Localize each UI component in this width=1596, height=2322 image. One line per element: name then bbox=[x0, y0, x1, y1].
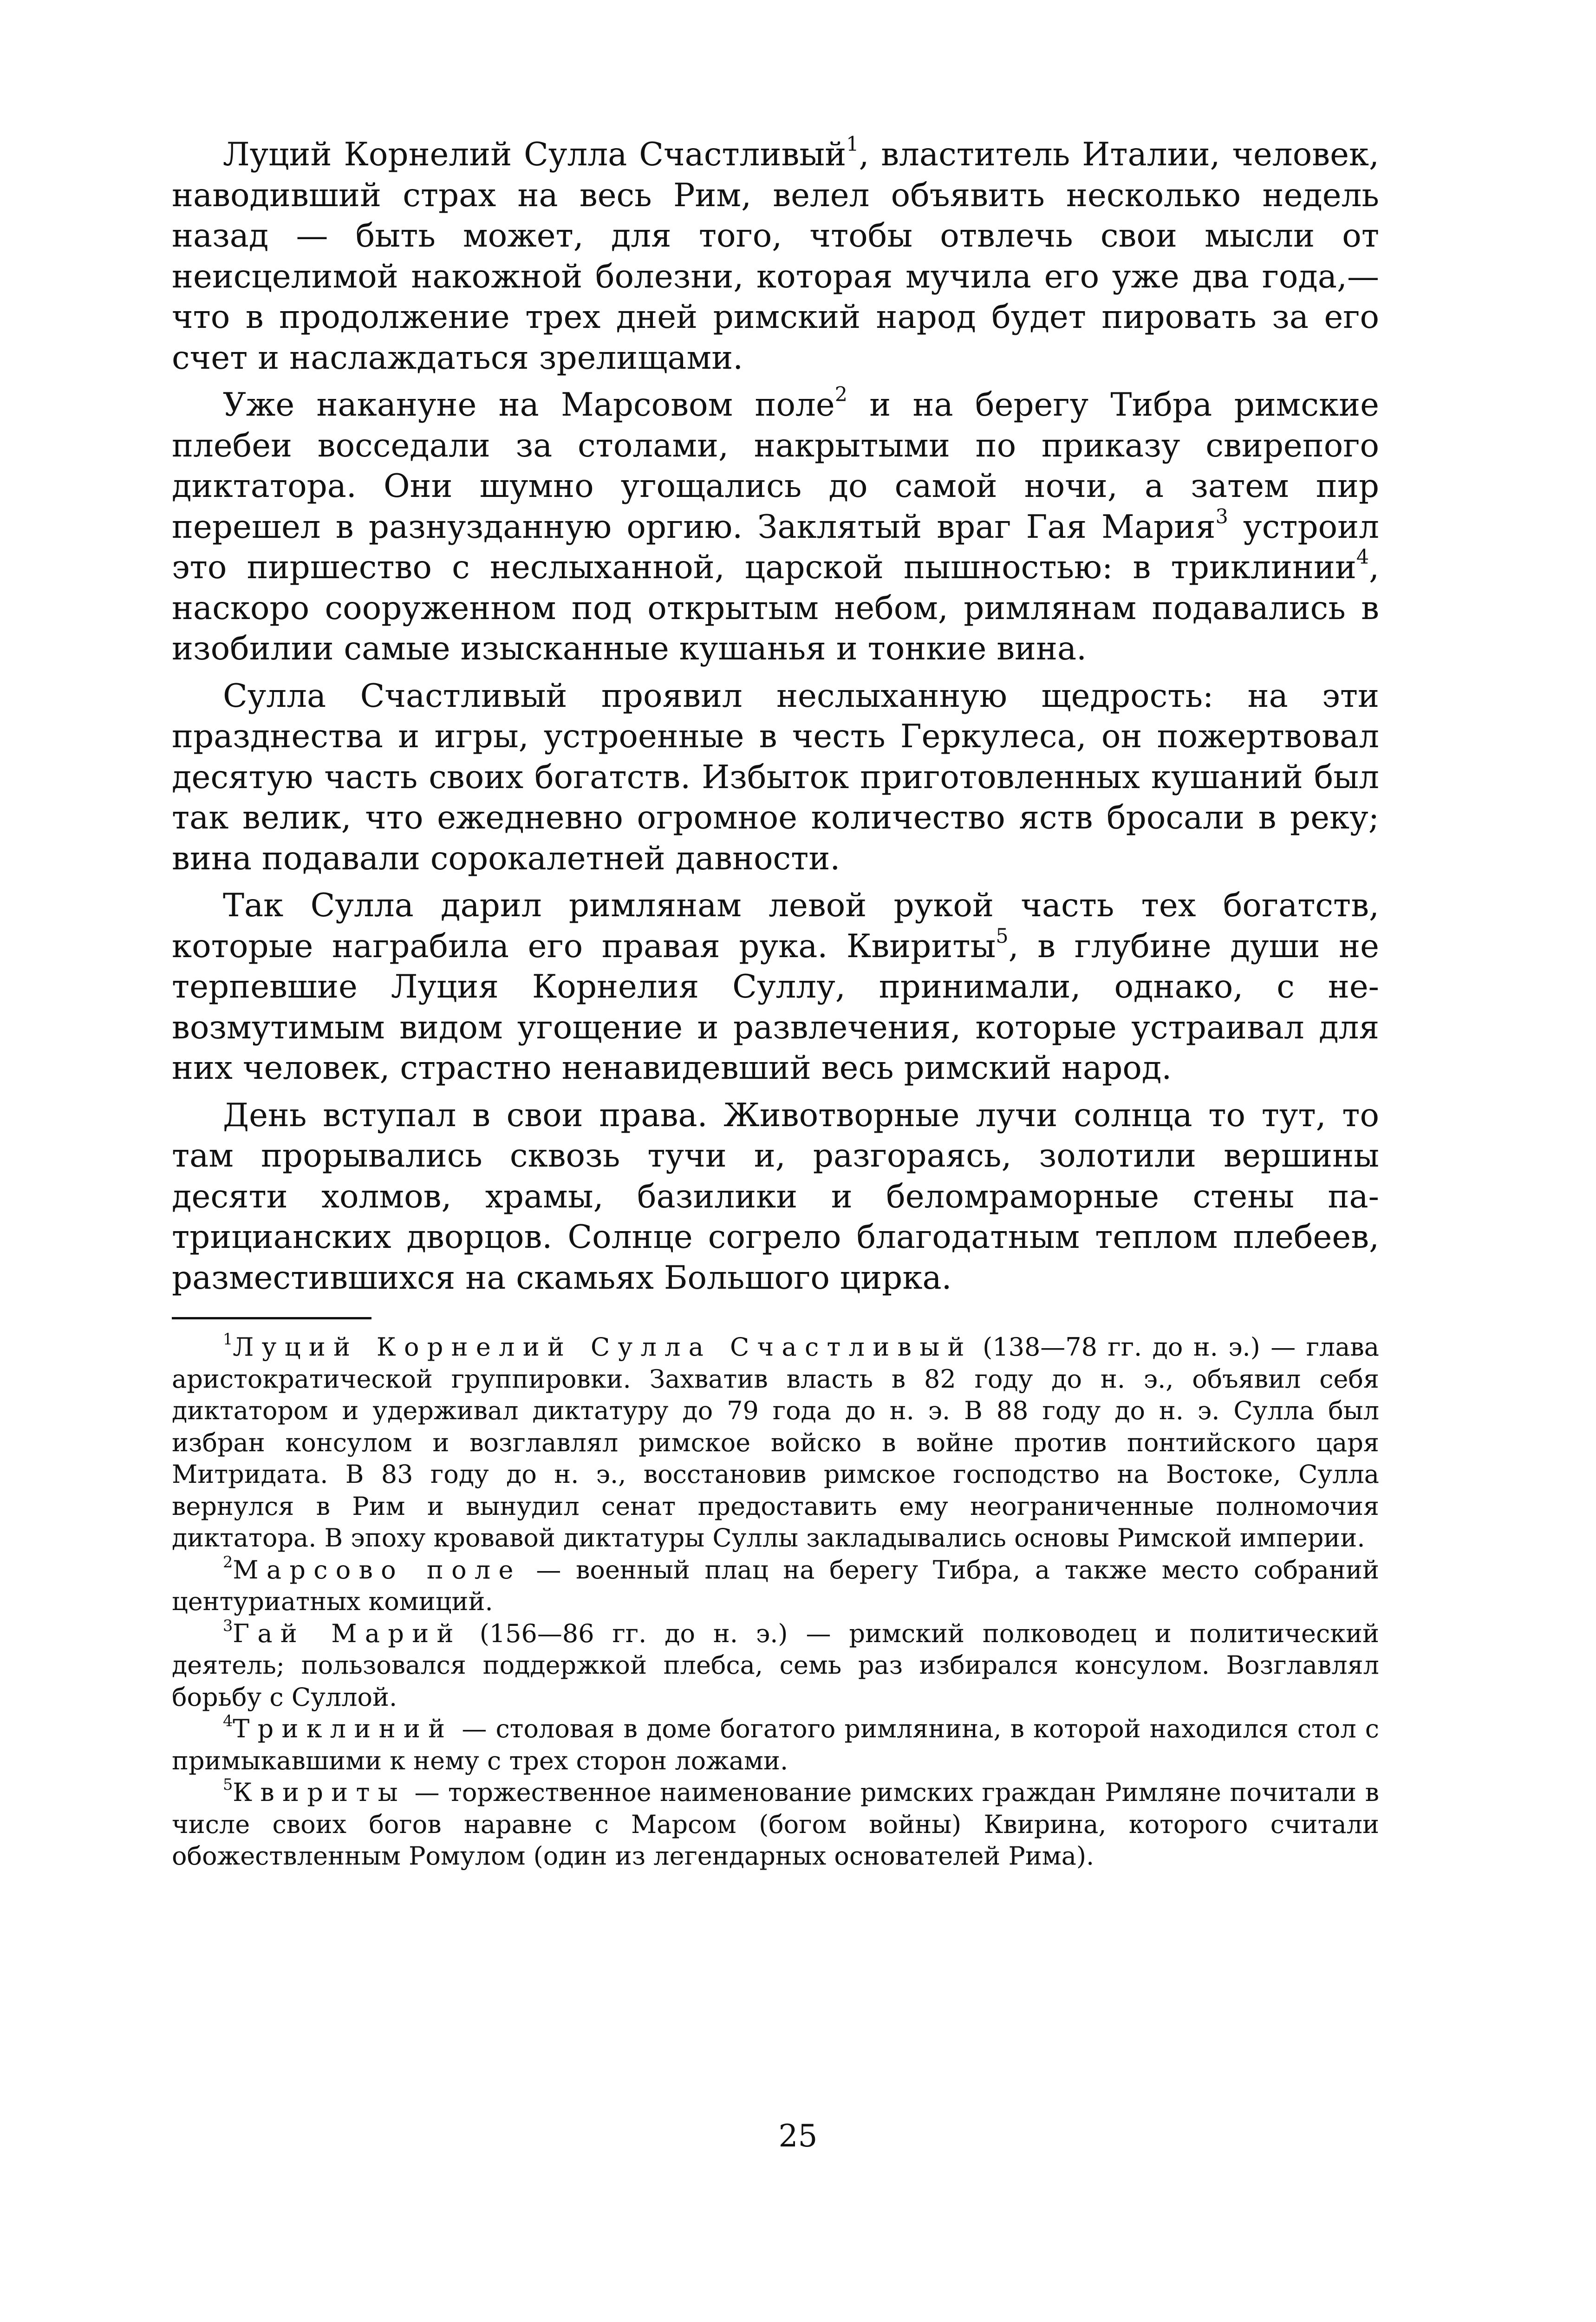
footnote-text: — военный плац на берегу Тибра, а также место собраний центуриатных комиций. bbox=[172, 1555, 1380, 1616]
footnote-ref-4: 4 bbox=[1356, 546, 1369, 569]
footnote-ref-3: 3 bbox=[1215, 505, 1228, 528]
footnote-number: 5 bbox=[223, 1775, 233, 1794]
paragraph-2 bbox=[172, 385, 1379, 670]
footnote-5 bbox=[172, 1777, 1379, 1872]
footnote-3 bbox=[172, 1618, 1379, 1714]
paragraph-text: Сулла Счастливый проявил неслыханную щедрость: на эти празднества и игры, устроенные в честь Геркулеса, он пожертвовал десятую часть своих богатств. Избыток приготовленных кушаний был так велик, что ежедневно огромное количество яств бросали в реку; вина подавали сорокалетней давности. bbox=[172, 677, 1379, 877]
footnote-text: — столовая в доме богатого римлянина, в которой находился стол с примыкавшими к нему с трех сторон ложами. bbox=[172, 1714, 1379, 1775]
footnote-number: 3 bbox=[223, 1616, 233, 1635]
paragraph-4 bbox=[172, 886, 1379, 1089]
paragraph-3 bbox=[172, 676, 1379, 880]
paragraph-text: Луций Корнелий Сулла Счастливый bbox=[223, 136, 847, 173]
footnote-ref-5: 5 bbox=[996, 924, 1009, 948]
paragraph-text: , наскоро сооруженном под открытым небом, римлянам подавались в изобилии самые изысканные кушанья и тонкие вина. bbox=[172, 549, 1379, 667]
footnote-term: Луций Корнелий Сулла Счастливый bbox=[233, 1332, 972, 1362]
footnote-number: 2 bbox=[223, 1552, 233, 1571]
footnote-2 bbox=[172, 1554, 1379, 1618]
paragraph-1 bbox=[172, 135, 1379, 378]
footnote-4 bbox=[172, 1713, 1379, 1777]
paragraph-text: , в глубине души не терпевшие Луция Корнелия Суллу, принимали, однако, с невозмутимым видом угощение и развлечения, которые устраивал для них человек, страстно ненавидевший весь римский народ. bbox=[172, 927, 1379, 1087]
footnote-divider bbox=[172, 1317, 371, 1319]
footnote-term: Гай Марий bbox=[233, 1618, 462, 1648]
paragraph-text: Уже накануне на Марсовом поле bbox=[223, 386, 835, 424]
footnote-text: (138—78 гг. до н. э.) — глава аристократической группировки. Захватив власть в 82 году до н. э., объявил себя диктатором и удерживал диктатуру до 79 года до н. э. В 88 году до н. э. Сулла был избран консулом и возглавлял римское войско в войне против понтийского царя Митридата. В 83 году до н. э., восстановив римское господство на Востоке, Сулла вернулся в Рим и вынудил сенат предоставить ему неограниченные полномочия диктатора. В эпоху кровавой диктатуры Суллы закладывались основы Римской империи. bbox=[172, 1332, 1379, 1552]
footnote-ref-2: 2 bbox=[834, 383, 847, 407]
page-number: 25 bbox=[778, 2118, 818, 2154]
footnote-text: — торжественное наименование римских граждан Римляне почитали в числе своих богов наравне с Марсом (богом войны) Квирина, которого считали обожествленным Ромулом (один из легендарных основателей Рима). bbox=[172, 1778, 1379, 1871]
footnote-text: (156—86 гг. до н. э.) — римский полководец и политический деятель; пользовался поддержкой плебса, семь раз избирался консулом. Возглавлял борьбу с Суллой. bbox=[172, 1618, 1379, 1712]
footnote-number: 1 bbox=[223, 1330, 233, 1348]
footnote-term: Марсово поле bbox=[233, 1555, 521, 1585]
footnote-1 bbox=[172, 1331, 1379, 1554]
paragraph-5 bbox=[172, 1096, 1379, 1299]
footnotes bbox=[172, 1331, 1379, 1872]
footnote-term: Квириты bbox=[233, 1778, 406, 1807]
paragraph-text: и на берегу Тибра римские плебеи восседали за столами, накрытыми по приказу свирепого диктатора. Они шумно угощались до самой ночи, а затем пир перешел в разнузданную оргию. Заклятый враг Гая Мария bbox=[172, 386, 1379, 546]
paragraph-text: Так Сулла дарил римлянам левой рукой часть тех богатств, которые награбила его правая рука. Квириты bbox=[172, 887, 1379, 965]
paragraph-text: устроил это пиршество с неслыханной, царской пышностью: в триклинии bbox=[172, 508, 1379, 586]
paragraph-text: День вступал в свои права. Животворные лучи солнца то тут, то там прорывались сквозь тучи и, разгораясь, золотили вершины десяти холмов, храмы, базилики и беломраморные стены патрицианских дворцов. Солнце согрело благодатным теплом плебеев, разместившихся на скамьях Большого цирка. bbox=[172, 1096, 1379, 1297]
book-page bbox=[172, 135, 1379, 1872]
main-text bbox=[172, 135, 1379, 1298]
footnote-term: Триклиний bbox=[233, 1714, 453, 1743]
footnote-ref-1: 1 bbox=[846, 133, 859, 157]
paragraph-text: , властитель Италии, человек, наводивший страх на весь Рим, велел объявить несколько недель назад — быть может, для того, чтобы отвлечь свои мысли от неисцелимой накожной болезни, которая мучила его уже два года,— что в продолжение трех дней римский народ будет пировать за его счет и наслаждаться зрелищами. bbox=[172, 136, 1379, 377]
footnote-number: 4 bbox=[223, 1711, 233, 1730]
